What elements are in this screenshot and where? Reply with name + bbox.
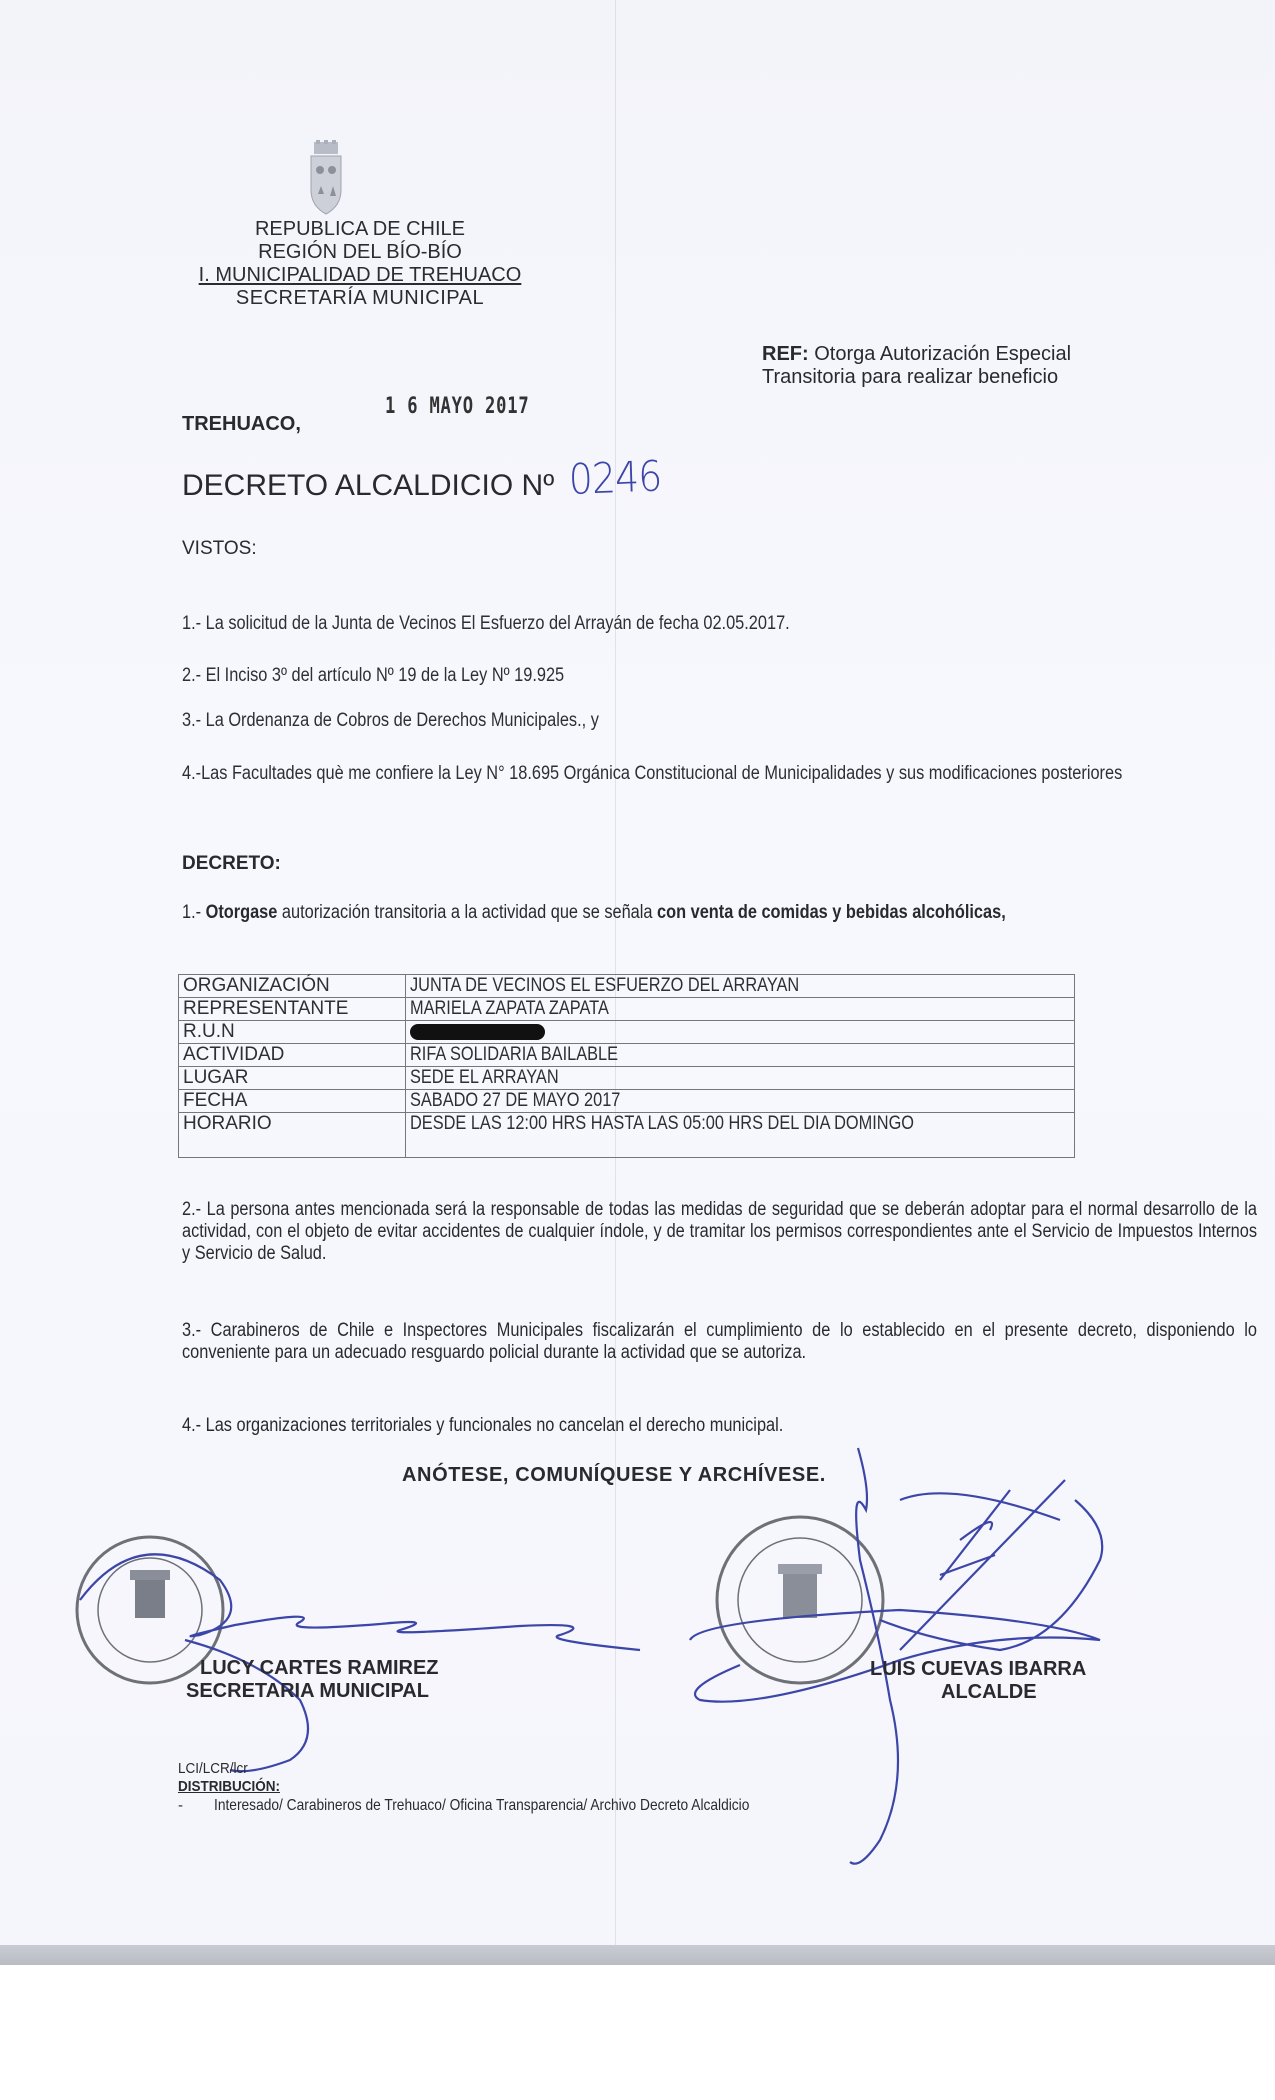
secretary-title: SECRETARIA MUNICIPAL	[186, 1680, 429, 1702]
header-secretariat: SECRETARÍA MUNICIPAL	[235, 287, 485, 309]
decreto-heading: DECRETO:	[182, 853, 281, 874]
item-number: 1.-	[182, 902, 206, 923]
closing-formula: ANÓTESE, COMUNÍQUESE Y ARCHÍVESE.	[402, 1464, 826, 1486]
reference-line1: Otorga Autorización Especial	[814, 343, 1072, 365]
mayor-signature	[690, 1448, 1102, 1864]
table-value: SEDE EL ARRAYAN	[406, 1067, 1075, 1090]
table-key: LUGAR	[179, 1067, 406, 1090]
place: TREHUACO,	[182, 413, 301, 435]
vistos-item: 3.- La Ordenanza de Cobros de Derechos Municipales., y	[182, 710, 599, 731]
item-text: autorización transitoria a la actividad que se señala	[277, 902, 658, 923]
initials: LCI/LCR/lcr	[178, 1760, 248, 1777]
reference-line2: Transitoria para realizar beneficio	[762, 366, 1059, 388]
table-value: SABADO 27 DE MAYO 2017	[406, 1090, 1075, 1113]
header-republic: REPUBLICA DE CHILE	[254, 218, 466, 240]
bold-verb: Otorgase	[205, 902, 278, 923]
table-value: RIFA SOLIDARIA BAILABLE	[406, 1044, 1075, 1067]
table-value: DESDE LAS 12:00 HRS HASTA LAS 05:00 HRS DEL DIA DOMINGO	[406, 1113, 1075, 1158]
decreto-item-4: 4.- Las organizaciones territoriales y funcionales no cancelan el derecho municipal.	[182, 1415, 784, 1436]
decree-title: DECRETO ALCALDICIO Nº	[182, 469, 555, 502]
header-municipality: I. MUNICIPALIDAD DE TREHUACO	[198, 264, 522, 286]
scan-edge	[0, 1945, 1275, 1965]
secretary-name: LUCY CARTES RAMIREZ	[200, 1657, 439, 1679]
distribution-dash: -	[178, 1797, 183, 1814]
vistos-item: 4.-Las Facultades què me confiere la Ley N° 18.695 Orgánica Constitucional de Municipalidades y sus modificaciones posteriores	[182, 763, 1123, 784]
table-key: REPRESENTANTE	[179, 998, 406, 1021]
mayor-title: ALCALDE	[941, 1681, 1037, 1703]
mayor-name: LUIS CUEVAS IBARRA	[870, 1658, 1087, 1680]
vistos-item: 1.- La solicitud de la Junta de Vecinos El Esfuerzo del Arrayán de fecha 02.05.2017.	[182, 613, 790, 634]
date-stamp: 1 6 MAYO 2017	[385, 394, 530, 419]
distribution-list: Interesado/ Carabineros de Trehuaco/ Oficina Transparencia/ Archivo Decreto Alcaldicio	[214, 1797, 750, 1814]
reference-label: REF:	[762, 343, 809, 365]
table-key: ORGANIZACIÓN	[179, 975, 406, 998]
table-key: R.U.N	[179, 1021, 406, 1044]
decree-number: 0246	[568, 451, 663, 504]
decreto-item-3: 3.- Carabineros de Chile e Inspectores Municipales fiscalizarán el cumplimiento de lo establecido en el presente decreto, disponiendo lo conveniente para un adecuado resguardo policial durante la actividad que se autoriza.	[182, 1320, 1257, 1363]
table-key: FECHA	[179, 1090, 406, 1113]
bold-condition: con venta de comidas y bebidas alcohólicas,	[657, 902, 1006, 923]
decreto-item-2: 2.- La persona antes mencionada será la responsable de todas las medidas de seguridad que se deberán adoptar para el normal desarrollo de la actividad, con el objeto de evitar accidentes de cualquier índole, y de tramitar los permisos correspondientes ante el Servicio de Impuestos Internos y Servicio de Salud.	[182, 1199, 1257, 1264]
table-key: ACTIVIDAD	[179, 1044, 406, 1067]
vistos-heading: VISTOS:	[182, 538, 257, 559]
table-key: HORARIO	[179, 1113, 406, 1158]
vistos-item: 2.- El Inciso 3º del artículo Nº 19 de la Ley Nº 19.925	[182, 665, 565, 686]
header-region: REGIÓN DEL BÍO-BÍO	[258, 241, 462, 263]
distribution-label: DISTRIBUCIÓN:	[178, 1778, 280, 1795]
table-value: MARIELA ZAPATA ZAPATA	[406, 998, 1075, 1021]
table-value: JUNTA DE VECINOS EL ESFUERZO DEL ARRAYAN	[406, 975, 1075, 998]
